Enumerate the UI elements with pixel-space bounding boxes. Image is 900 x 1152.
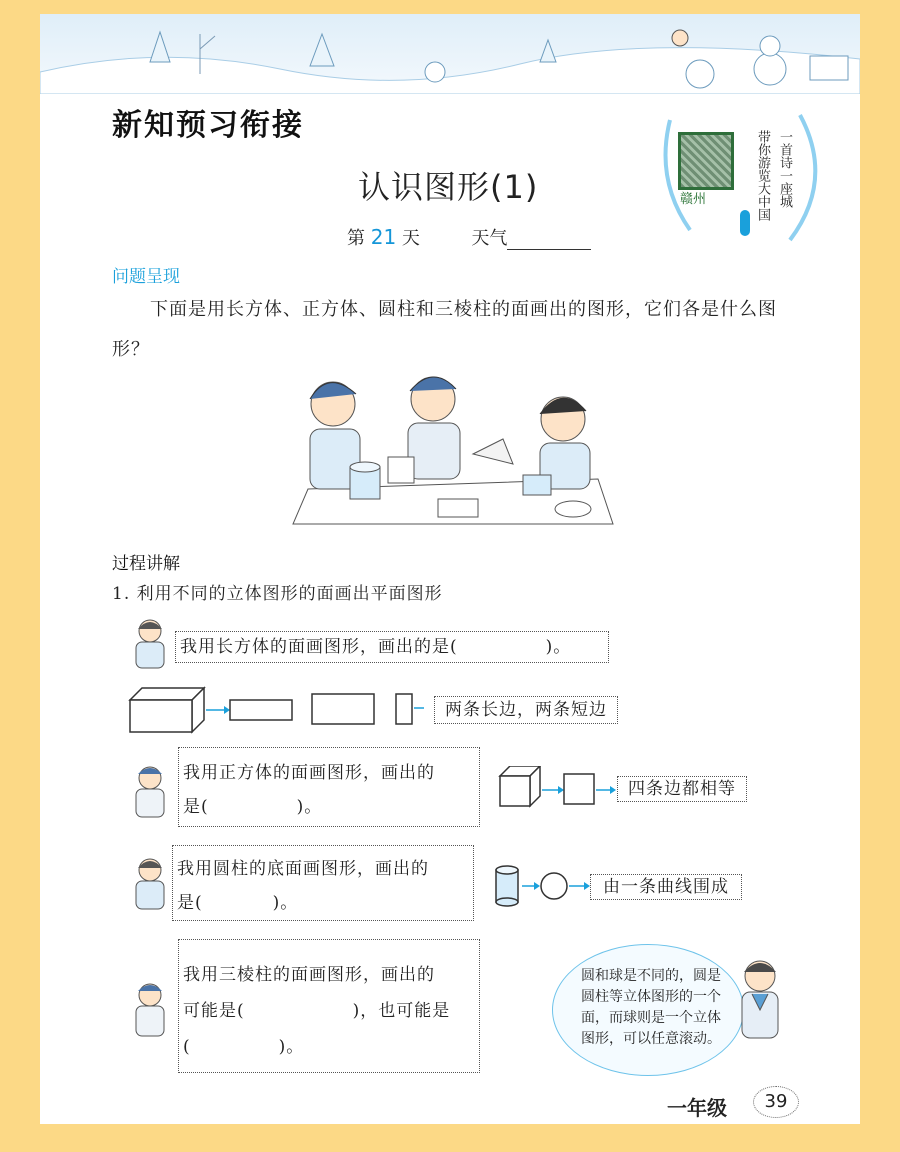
prism-speech-line2a: 可能是( xyxy=(183,1001,245,1021)
teacher-avatar xyxy=(730,954,790,1044)
children-drawing-illustration xyxy=(288,359,618,529)
qr-code[interactable] xyxy=(678,132,734,190)
cylinder-speech-line2a: 是( xyxy=(177,893,203,913)
workbook-page xyxy=(40,14,860,1124)
cuboid-speech-box xyxy=(175,631,609,663)
cylinder-result: 由一条曲线围成 xyxy=(603,877,729,897)
day-line xyxy=(347,224,591,250)
cube-speech-line2a: 是( xyxy=(183,797,209,817)
cylinder-result-box xyxy=(590,874,742,900)
lesson-title: 认识图形(1) xyxy=(358,168,539,206)
cylinder-shapes xyxy=(494,864,594,908)
weather-blank xyxy=(507,231,591,250)
girl-avatar xyxy=(128,615,172,670)
process-heading: 过程讲解 xyxy=(112,554,180,574)
prism-speech-line2b: )，也可能是 xyxy=(352,1001,451,1021)
cylinder-speech-line2b: )。 xyxy=(272,893,299,913)
snow-scene-illustration xyxy=(40,14,860,94)
weather-label: 天气 xyxy=(471,228,508,249)
cylinder-speech-line1: 我用圆柱的底面画图形，画出的 xyxy=(177,859,429,879)
problem-heading: 问题呈现 xyxy=(112,267,180,287)
cube-result: 四条边都相等 xyxy=(628,779,736,799)
qr-slogan-2: 带你游览大中国 xyxy=(755,130,770,221)
boy-avatar-1 xyxy=(128,762,176,822)
cube-shapes xyxy=(498,766,618,808)
cylinder-speech-box xyxy=(172,845,474,921)
cuboid-shapes xyxy=(128,686,428,734)
day-suffix: 天 xyxy=(401,228,420,249)
grade-label: 一年级 xyxy=(667,1096,727,1120)
cuboid-speech-end: )。 xyxy=(545,637,572,657)
section-title: 新知预习衔接 xyxy=(112,108,304,143)
prism-speech-box xyxy=(178,939,480,1073)
day-number: 21 xyxy=(370,225,397,249)
day-prefix: 第 xyxy=(347,228,365,249)
prism-speech-line3b: )。 xyxy=(278,1037,305,1057)
winter-banner xyxy=(40,14,860,94)
cube-result-box xyxy=(617,776,747,802)
cube-speech-line2b: )。 xyxy=(296,797,323,817)
cube-speech-line1: 我用正方体的面画图形，画出的 xyxy=(183,763,435,783)
cube-speech-box xyxy=(178,747,480,827)
cuboid-result: 两条长边，两条短边 xyxy=(445,700,607,720)
girl-avatar-2 xyxy=(128,854,176,914)
prism-speech-line3a: ( xyxy=(183,1037,191,1057)
prism-speech-line1: 我用三棱柱的面画图形，画出的 xyxy=(183,965,435,985)
cuboid-speech: 我用长方体的面画图形，画出的是( xyxy=(180,637,458,657)
qr-code-block xyxy=(650,110,840,250)
tip-text: 圆和球是不同的，圆是圆柱等立体图形的一个面，而球则是一个立体图形，可以任意滚动。 xyxy=(581,968,721,1047)
qr-slogan-1: 一首诗一座城 xyxy=(777,130,792,208)
cuboid-result-box xyxy=(434,696,618,724)
boy-avatar-2 xyxy=(128,979,176,1041)
page-number: 39 xyxy=(753,1086,799,1118)
qr-city-label: 赣州 xyxy=(680,192,707,207)
problem-text: 下面是用长方体、正方体、圆柱和三棱柱的面画出的图形，它们各是什么图形？ xyxy=(112,299,777,360)
item-1-title: 1. 利用不同的立体图形的面画出平面图形 xyxy=(112,584,443,604)
